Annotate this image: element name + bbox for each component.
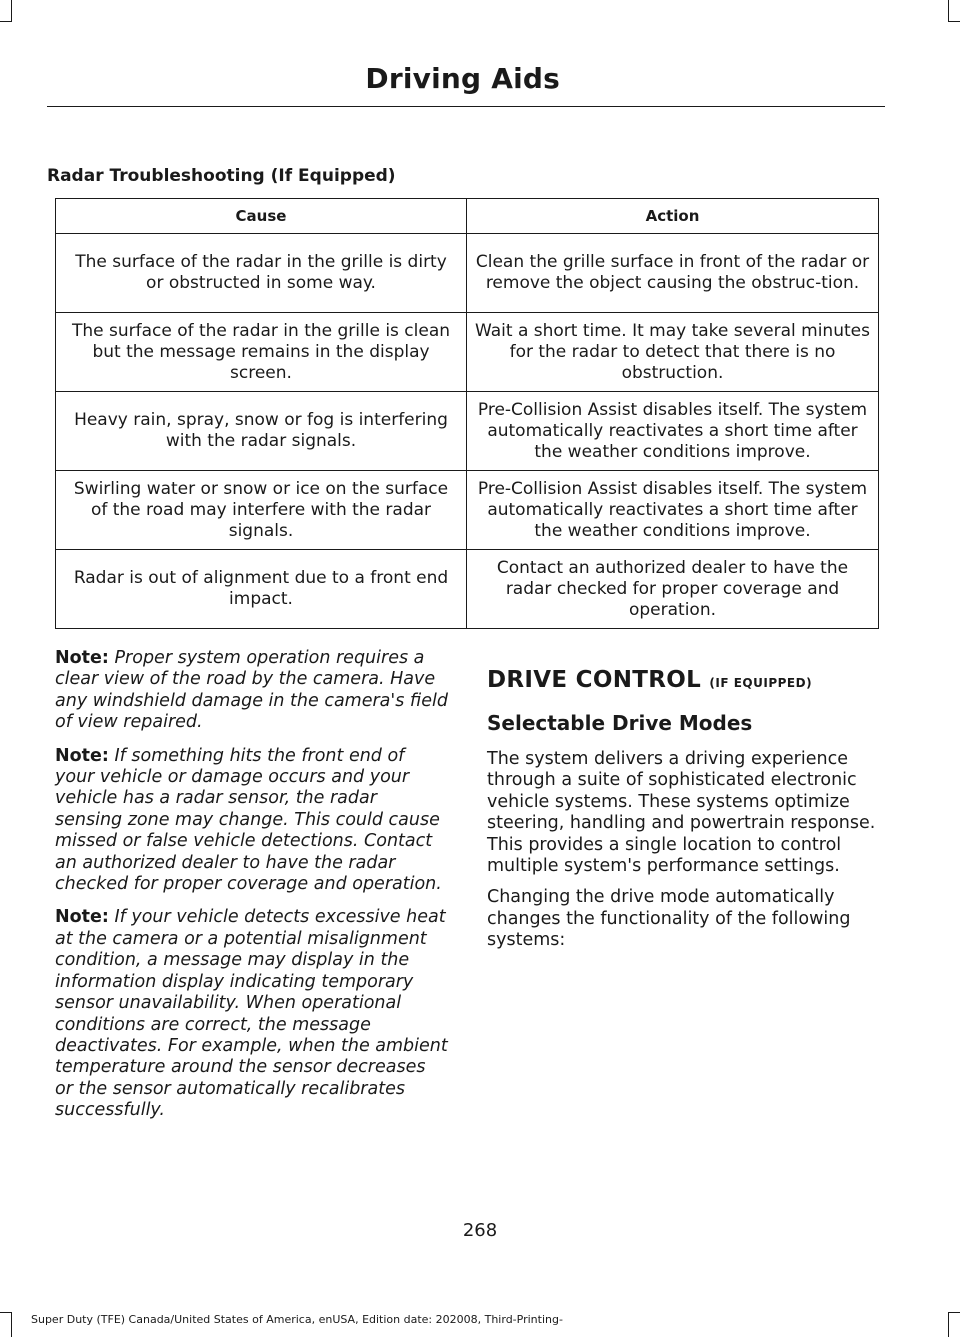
crop-mark-top-left-h	[0, 21, 12, 22]
action-cell: Pre-Collision Assist disables itself. The system automatically reactivates a short time after the weather conditions improve.	[467, 471, 879, 550]
table-row	[56, 471, 879, 550]
left-column	[55, 648, 448, 1134]
table-header-row	[56, 199, 879, 234]
drive-control-heading-suffix: (IF EQUIPPED)	[709, 676, 813, 690]
cause-cell: Swirling water or snow or ice on the surface of the road may interfere with the radar signals.	[56, 471, 467, 550]
note-text: If something hits the front end of your vehicle or damage occurs and your vehicle has a radar sensor, the radar sensing zone may change. This could cause missed or false vehicle detections. Contact an authorized dealer to have the radar checked for proper coverage and operation.	[55, 745, 442, 895]
right-column	[487, 667, 880, 962]
footer-edition-text: Super Duty (TFE) Canada/United States of America, enUSA, Edition date: 202008, Third-Printing-	[31, 1313, 563, 1326]
troubleshooting-table	[55, 198, 879, 629]
note-label: Note:	[55, 648, 109, 668]
cause-cell: Radar is out of alignment due to a front end impact.	[56, 550, 467, 629]
table-row	[56, 550, 879, 629]
drive-control-heading-text: DRIVE CONTROL	[487, 667, 702, 693]
table-row	[56, 313, 879, 392]
body-paragraph: The system delivers a driving experience through a suite of sophisticated electronic vehicle systems. These systems optimize steering, handling and powertrain response. This provides a single location to control multiple system's performance settings.	[487, 749, 876, 877]
note-paragraph	[55, 746, 448, 896]
crop-mark-bottom-left-h	[0, 1312, 12, 1313]
note-text: Proper system operation requires a clear view of the road by the camera. Have any windshield damage in the camera's field of view repaired.	[55, 648, 448, 733]
table-row	[56, 234, 879, 313]
body-paragraph: Changing the drive mode automatically changes the functionality of the following systems:	[487, 887, 851, 951]
crop-mark-bottom-left-v	[11, 1312, 12, 1337]
crop-mark-bottom-right-h	[948, 1312, 960, 1313]
selectable-drive-modes-heading: Selectable Drive Modes	[487, 711, 753, 735]
note-label: Note:	[55, 745, 109, 766]
note-paragraph	[55, 648, 448, 734]
crop-mark-top-left-v	[11, 0, 12, 22]
page-number: 268	[462, 1220, 498, 1241]
drive-control-heading	[487, 667, 880, 693]
header-divider	[47, 106, 885, 107]
action-cell: Pre-Collision Assist disables itself. The system automatically reactivates a short time after the weather conditions improve.	[467, 392, 879, 471]
note-text: If your vehicle detects excessive heat at the camera or a potential misalignment condition, a message may display in the information display indicating temporary sensor unavailability. When operational conditions are correct, the message deactivates. For example, when the ambient temperature around the sensor decreases or the sensor automatically recalibrates successfully.	[55, 907, 448, 1121]
section-title: Radar Troubleshooting (If Equipped)	[47, 166, 396, 186]
action-cell: Wait a short time. It may take several minutes for the radar to detect that there is no obstruction.	[467, 313, 879, 392]
action-cell: Contact an authorized dealer to have the radar checked for proper coverage and operation.	[467, 550, 879, 629]
column-header-cause: Cause	[56, 199, 467, 234]
cause-cell: The surface of the radar in the grille is clean but the message remains in the display screen.	[56, 313, 467, 392]
note-label: Note:	[55, 907, 109, 928]
table-row	[56, 392, 879, 471]
cause-cell: Heavy rain, spray, snow or fog is interfering with the radar signals.	[56, 392, 467, 471]
crop-mark-bottom-right-v	[948, 1312, 949, 1337]
action-cell: Clean the grille surface in front of the radar or remove the object causing the obstruc-tion.	[467, 234, 879, 313]
column-header-action: Action	[467, 199, 879, 234]
note-paragraph	[55, 907, 448, 1121]
crop-mark-top-right-h	[948, 21, 960, 22]
crop-mark-top-right-v	[948, 0, 949, 22]
cause-cell: The surface of the radar in the grille is dirty or obstructed in some way.	[56, 234, 467, 313]
page-header-title: Driving Aids	[365, 62, 560, 95]
